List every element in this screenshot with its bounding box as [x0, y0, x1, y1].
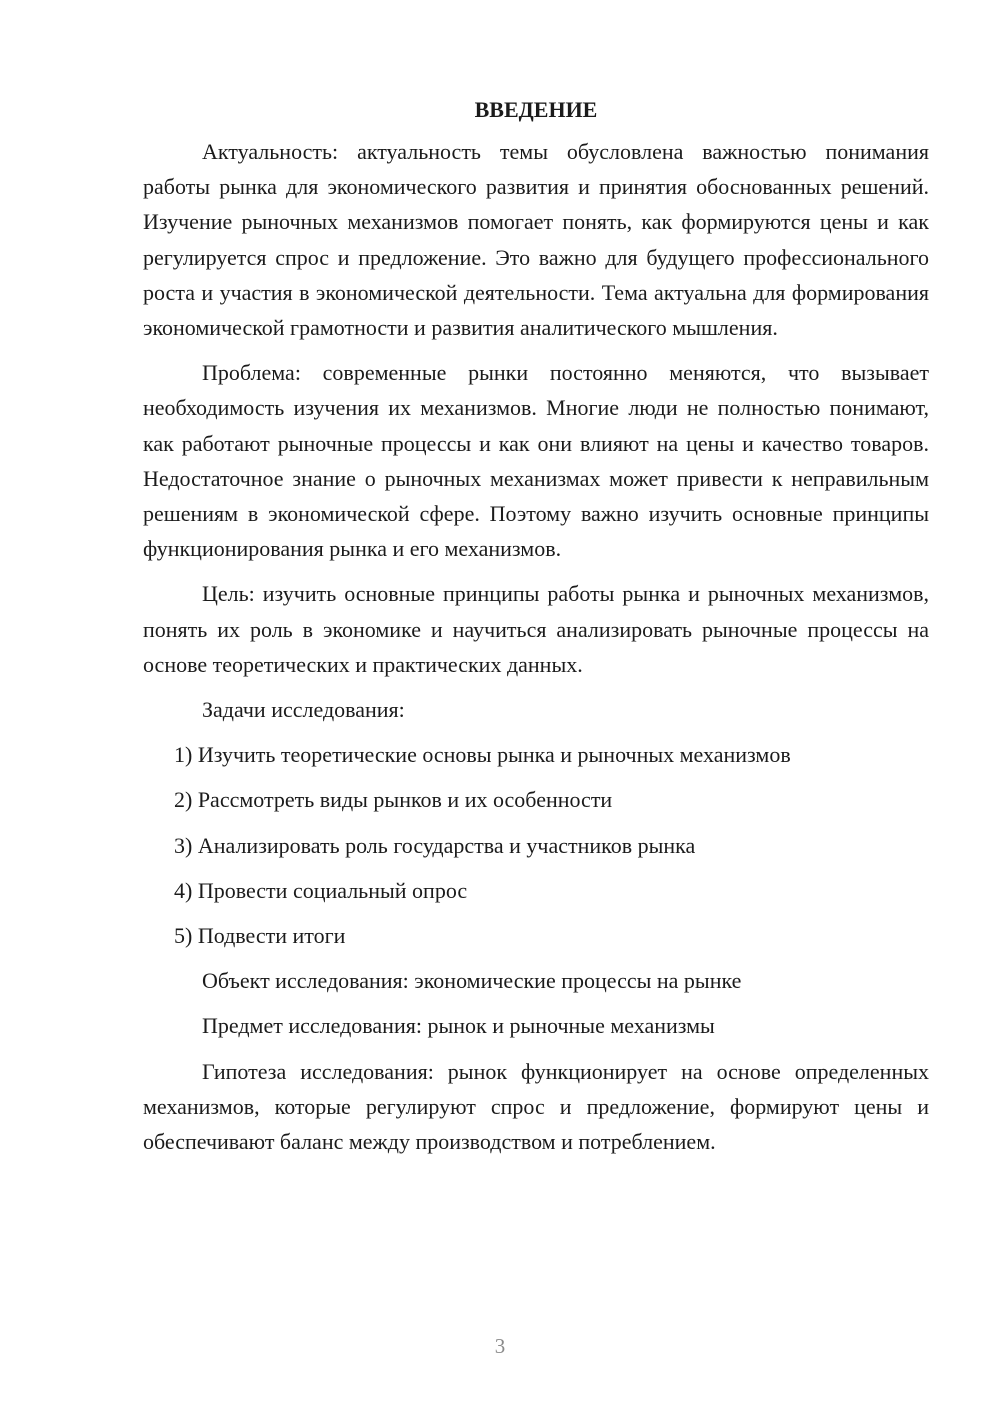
- task-item-4: 4) Провести социальный опрос: [174, 877, 468, 903]
- page-content: [143, 92, 929, 1169]
- task-item-5: 5) Подвести итоги: [174, 923, 346, 949]
- tasks-list: [143, 737, 929, 953]
- relevance-paragraph: Актуальность: актуальность темы обусловлена важностью понимания работы рынка для экономического развития и принятия обоснованных решений. Изучение рыночных механизмов помогает понять, как формируются цены и как регулируется спрос и предложение. Это важно для будущего профессионального роста и участия в экономической деятельности. Тема актуальна для формирования экономической грамотности и развития аналитического мышления.: [143, 139, 929, 341]
- goal-paragraph: Цель: изучить основные принципы работы рынка и рыночных механизмов, понять их роль в экономике и научиться анализировать рыночные процессы на основе теоретических и практических данных.: [143, 581, 929, 677]
- research-subject: Предмет исследования: рынок и рыночные механизмы: [202, 1013, 715, 1039]
- tasks-heading: Задачи исследования:: [202, 697, 405, 723]
- task-item-1: 1) Изучить теоретические основы рынка и рыночных механизмов: [174, 742, 791, 768]
- page-title: ВВЕДЕНИЕ: [474, 97, 598, 122]
- task-item-2: 2) Рассмотреть виды рынков и их особенности: [174, 787, 613, 813]
- task-item-3: 3) Анализировать роль государства и участников рынка: [174, 832, 696, 858]
- research-object: Объект исследования: экономические процессы на рынке: [202, 968, 742, 994]
- hypothesis-paragraph: Гипотеза исследования: рынок функционирует на основе определенных механизмов, которые регулируют спрос и предложение, формируют цены и обеспечивают баланс между производством и потреблением.: [143, 1058, 929, 1155]
- problem-paragraph: Проблема: современные рынки постоянно меняются, что вызывает необходимость изучения их механизмов. Многие люди не полностью понимают, как работают рыночные процессы и как они влияют на цены и качество товаров. Недостаточное знание о рыночных механизмах может привести к неправильным решениям в экономической сфере. Поэтому важно изучить основные принципы функционирования рынка и его механизмов.: [143, 360, 929, 562]
- page-number: 3: [494, 1334, 506, 1358]
